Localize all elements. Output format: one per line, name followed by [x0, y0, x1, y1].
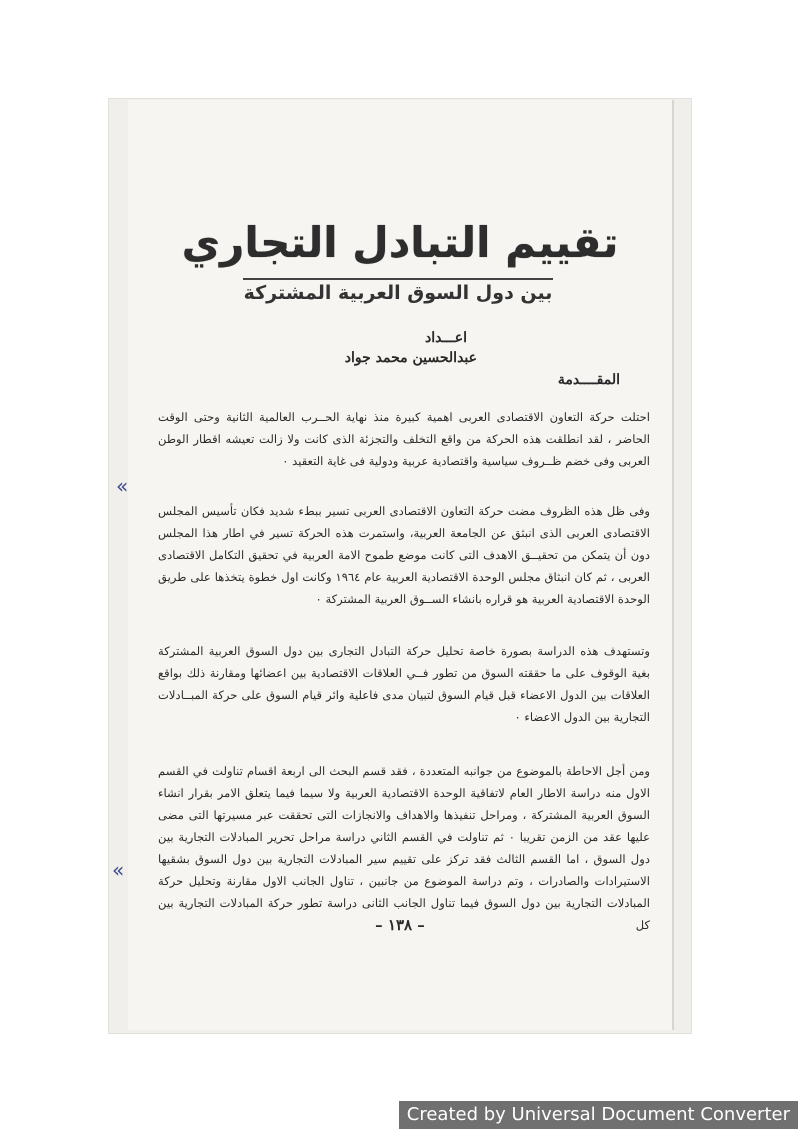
author-label: اعـــداد — [424, 330, 467, 346]
paragraph-3: وتستهدف هذه الدراسة بصورة خاصة تحليل حركة التبادل التجارى بين دول السوق العربية المشتركة بغية الوقوف على ما حققته السوق من تطور فــي العلاقات الاقتصادية بين اعضائها ومقارنة ذلك بواقع العلاقات بين الدول الاعضاء قبل قيام السوق لتبيان مدى فاعلية وائر قيام السوق على حركة المبــادلات التجارية بين الدول الاعضاء ٠ — [158, 643, 650, 724]
author-name: عبدالحسين محمد جواد — [344, 350, 477, 366]
page-content — [148, 100, 652, 1030]
paragraph-4: ومن أجل الاحاطة بالموضوع من جوانبه المتعددة ، فقد قسم البحث الى اربعة اقسام تناولت في القسم الاول منه دراسة الاطار العام لاتفاقية الوحدة الاقتصادية العربية ولا سيما فيما يتعلق الامر بقرار انشاء السوق العربية المشتركة ، ومراحل تنفيذها والاهداف والانجازات التى تحققت عبر مسيرتها التى مضى عليها عقد من الزمن تقريبا ٠ ثم تناولت في القسم الثاني دراسة مراحل تحرير المبادلات التجارية بين دول السوق ، اما القسم الثالث فقد تركز على تقييم سير المبادلات التجارية بين دول السوق بشقيها الاستيرادات والصادرات ، وتم دراسة الموضوع من جانبين ، تناول الجانب الاول مقارنة وتحليل حركة المبادلات التجارية بين دول السوق فيما تناول الجانب الثانى دراسة تطور حركة المبادلات التجارية بين كل — [158, 763, 650, 932]
converter-watermark: Created by Universal Document Converter — [399, 1101, 798, 1129]
document-page — [112, 100, 674, 1030]
article-subtitle: بين دول السوق العربية المشتركة — [243, 278, 553, 304]
paragraph-2: وفى ظل هذه الظروف مضت حركة التعاون الاقتصادى العربى تسير ببطء شديد فكان تأسيس المجلس الاقتصادى العربى الذى انبثق عن الجامعة العربية، واستمرت هذه الحركة تسير في اطار هذا المجلس دون أن يتمكن من تحقيــق الاهدف التى كانت موضع طموح الامة العربية في تحقيق التكامل الاقتصادى العربى ، ثم كان انبثاق مجلس الوحدة الاقتصادية العربية عام ١٩٦٤ وكانت اول خطوة يتخذها على طريق الوحدة الاقتصادية العربية هو قراره بانشاء الســوق العربية المشتركة ٠ — [158, 503, 650, 606]
pen-margin-mark-icon: « — [112, 858, 125, 882]
paragraph-1: احتلت حركة التعاون الاقتصادى العربى اهمية كبيرة منذ نهاية الحــرب العالمية الثانية وحتى الوقت الحاضر ، لقد انطلقت هذه الحركة من واقع التخلف والتجزئة الذى كانت ولا زالت تعيشه اقطار الوطن العربى وفى خضم ظــروف سياسية واقتصادية عربية ودولية فى غاية التعقيد ٠ — [158, 409, 650, 468]
page-number: – ١٣٨ – — [375, 916, 425, 934]
pen-margin-mark-icon: « — [116, 474, 129, 498]
introduction-heading: المقــــدمة — [557, 372, 620, 388]
article-title: تقييم التبادل التجاري — [181, 218, 619, 267]
